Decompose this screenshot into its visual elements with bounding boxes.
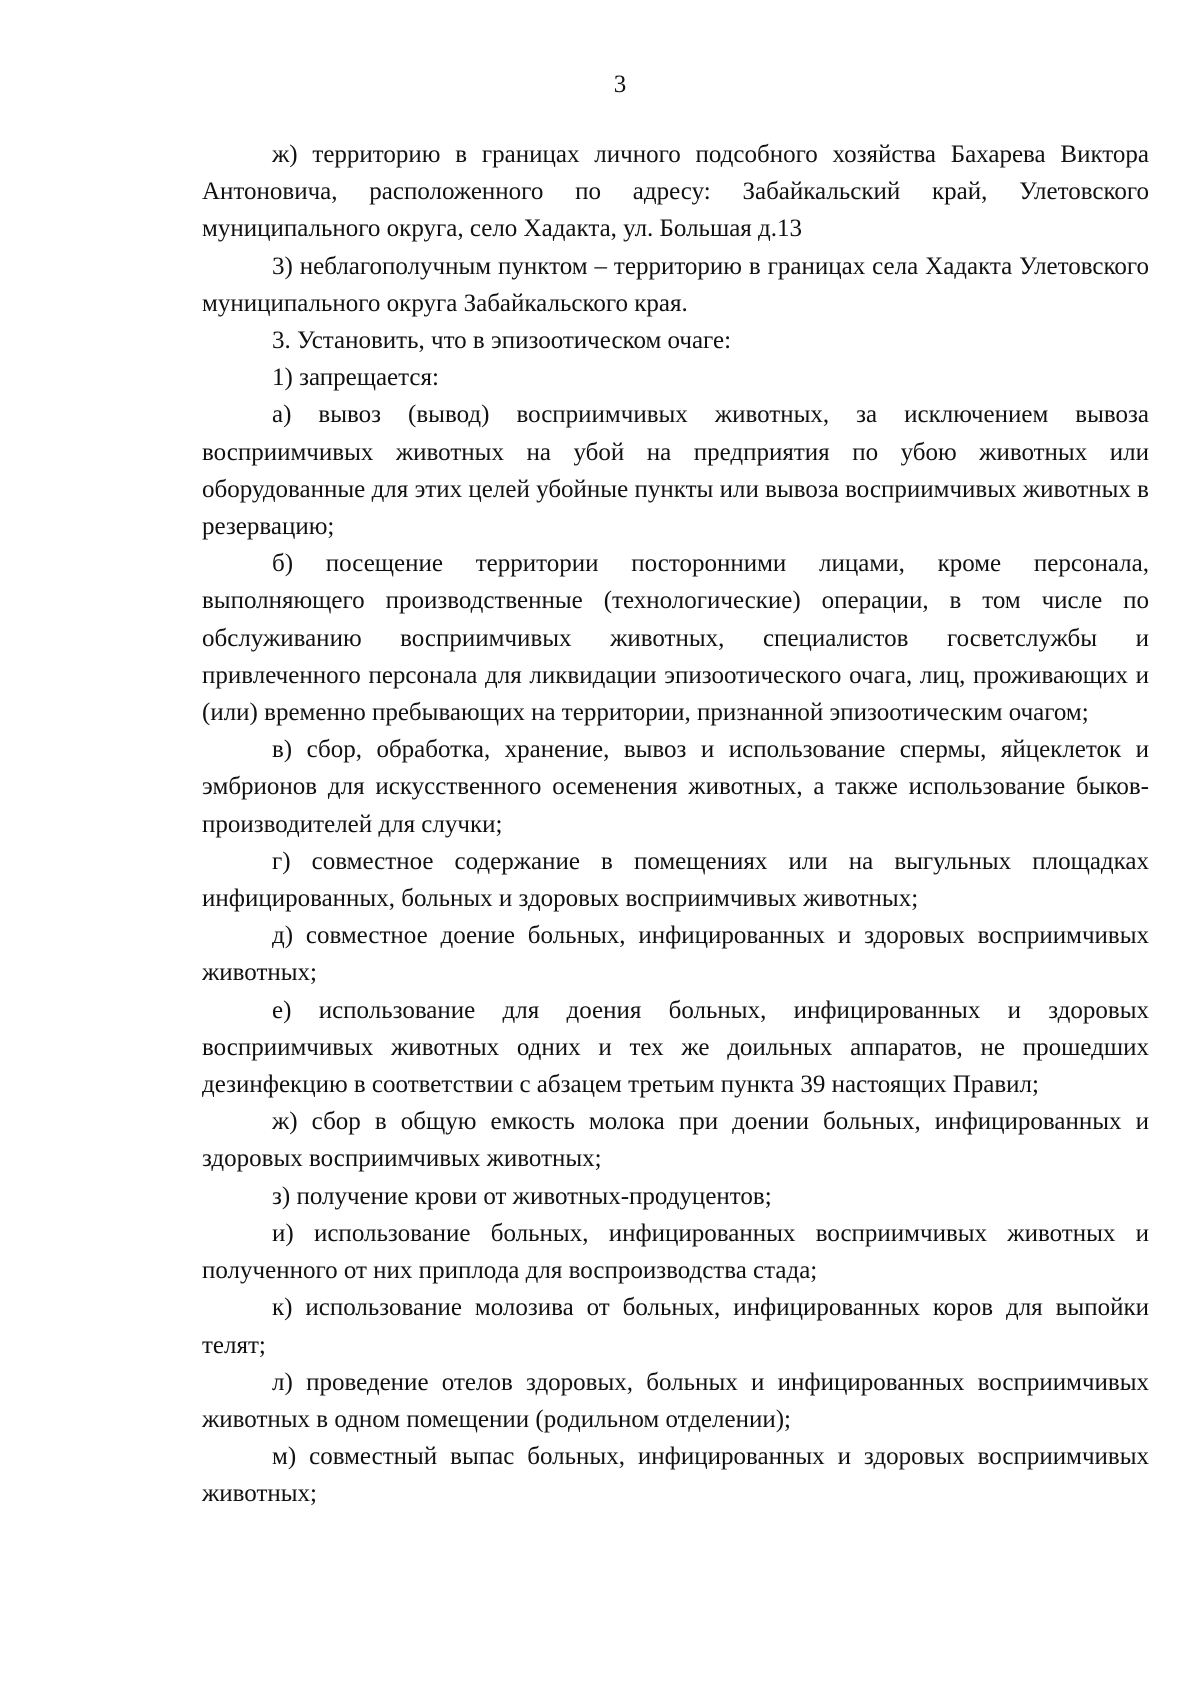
- page-number: 3: [613, 71, 627, 98]
- paragraph-v: в) сбор, обработка, хранение, вывоз и использование спермы, яйцеклеток и эмбрионов для искусственного осеменения животных, а также использование быков-производителей для случки;: [202, 736, 1149, 838]
- paragraph-1-prohibited: 1) запрещается:: [272, 364, 439, 392]
- paragraph-3-unfavorable-point: 3) неблагополучным пунктом – территорию в границах села Хадакта Улетовского муниципального округа Забайкальского края.: [202, 252, 1149, 317]
- paragraph-b: б) посещение территории посторонними лицами, кроме персонала, выполняющего производственные (технологические) операции, в том числе по обслуживанию восприимчивых животных, специалистов госветслужбы и привлеченного персонала для ликвидации эпизоотического очага, лиц, проживающих и (или) временно пребывающих на территории, признанной эпизоотическим очагом;: [202, 550, 1149, 727]
- paragraph-m: м) совместный выпас больных, инфицированных и здоровых восприимчивых животных;: [202, 1443, 1149, 1508]
- document-body: [202, 136, 1149, 1513]
- paragraph-zh: ж) сбор в общую емкость молока при доении больных, инфицированных и здоровых восприимчивых животных;: [202, 1108, 1149, 1173]
- paragraph-k: к) использование молозива от больных, инфицированных коров для выпойки телят;: [202, 1294, 1149, 1359]
- paragraph-g: г) совместное содержание в помещениях или на выгульных площадках инфицированных, больных и здоровых восприимчивых животных;: [202, 847, 1149, 913]
- paragraph-e: е) использование для доения больных, инфицированных и здоровых восприимчивых животных одних и тех же доильных аппаратов, не прошедших дезинфекцию в соответствии с абзацем третьим пункта 39 настоящих Правил;: [202, 996, 1149, 1099]
- paragraph-i: и) использование больных, инфицированных восприимчивых животных и полученного от них приплода для воспроизводства стада;: [202, 1219, 1149, 1285]
- paragraph-section-3: 3. Установить, что в эпизоотическом очаге:: [272, 327, 732, 355]
- paragraph-z: з) получение крови от животных-продуцентов;: [272, 1182, 772, 1210]
- paragraph-zh-territory: ж) территорию в границах личного подсобного хозяйства Бахарева Виктора Антоновича, расположенного по адресу: Забайкальский край, Улетовского муниципального округа, село Хадакта, ул. Большая д.13: [202, 141, 1149, 243]
- paragraph-a: а) вывоз (вывод) восприимчивых животных, за исключением вывоза восприимчивых животных на убой на предприятия по убою животных или оборудованные для этих целей убойные пункты или вывоза восприимчивых животных в резервацию;: [202, 401, 1149, 541]
- paragraph-d: д) совместное доение больных, инфицированных и здоровых восприимчивых животных;: [202, 922, 1149, 987]
- paragraph-l: л) проведение отелов здоровых, больных и инфицированных восприимчивых животных в одном помещении (родильном отделении);: [202, 1368, 1149, 1433]
